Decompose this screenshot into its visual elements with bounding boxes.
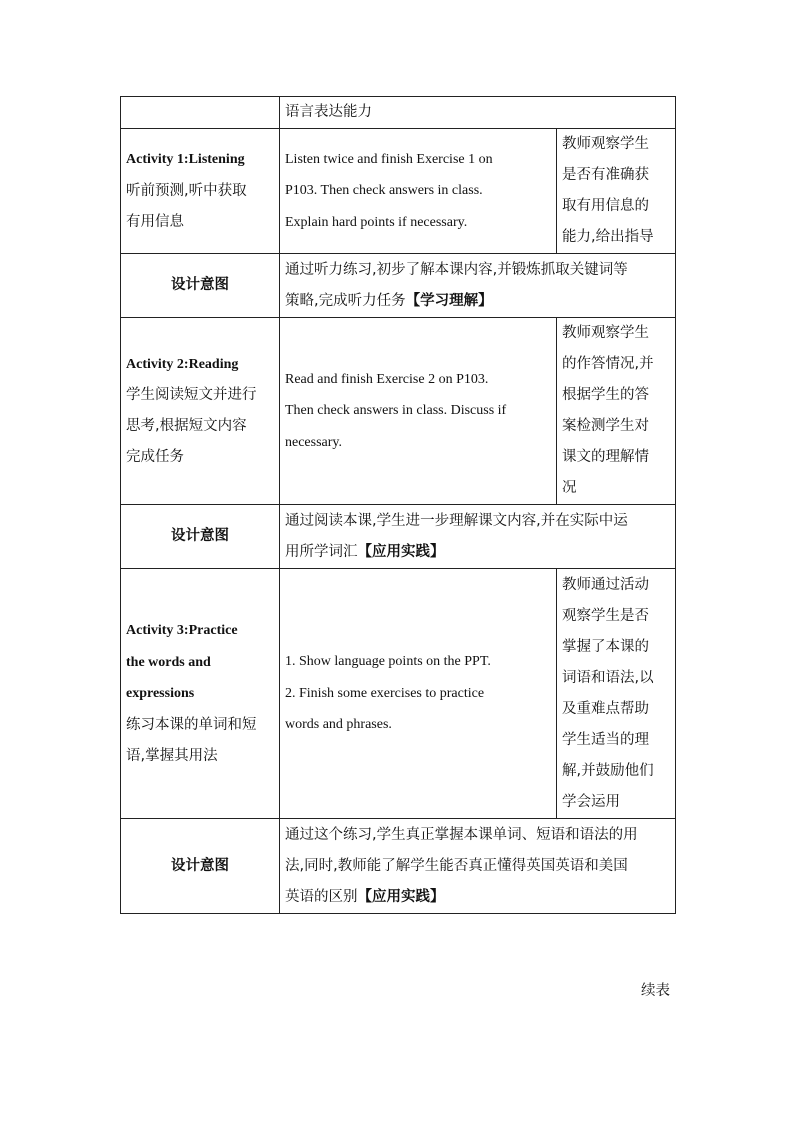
table-row xyxy=(121,254,676,318)
evaluation-line: 掌握了本课的 xyxy=(562,638,649,655)
evaluation-line: 学会运用 xyxy=(562,793,620,810)
lesson-plan-table xyxy=(120,96,676,914)
content-line: words and phrases. xyxy=(285,717,392,733)
evaluation-line: 教师通过活动 xyxy=(562,576,649,593)
evaluation-line: 教师观察学生 xyxy=(562,136,649,152)
table-row xyxy=(121,97,676,129)
table-row xyxy=(121,819,676,914)
activity-cell xyxy=(121,129,280,254)
activity-title: Activity 1:Listening xyxy=(126,152,245,168)
activity-desc-line: 语,掌握其用法 xyxy=(126,747,218,764)
evaluation-cell xyxy=(557,569,676,819)
intent-line xyxy=(285,537,670,568)
evaluation-line: 及重难点帮助 xyxy=(562,700,649,717)
evaluation-line: 是否有准确获 xyxy=(562,167,649,183)
activity-desc-line: 听前预测,听中获取 xyxy=(126,182,247,199)
content-line: 2. Finish some exercises to practice xyxy=(285,685,485,701)
activity-cell xyxy=(121,569,280,819)
design-intent-cell xyxy=(280,254,676,318)
content-cell xyxy=(280,569,557,819)
activity-cell xyxy=(121,318,280,505)
continued-label: 续表 xyxy=(641,983,670,999)
evaluation-line: 的作答情况,并 xyxy=(562,356,654,372)
table-row xyxy=(121,129,676,254)
activity-title: Activity 3:Practice xyxy=(126,623,238,639)
intent-tag: 【 学习理解 】 xyxy=(406,293,493,309)
table-row xyxy=(121,505,676,569)
intent-text: 用所学词汇 xyxy=(285,543,358,560)
evaluation-line: 学生适当的理 xyxy=(562,731,649,748)
content-line: 1. Show language points on the PPT. xyxy=(285,654,491,670)
evaluation-line: 解,并鼓励他们 xyxy=(562,762,654,779)
evaluation-line: 教师观察学生 xyxy=(562,325,649,341)
evaluation-line: 取有用信息的 xyxy=(562,198,649,214)
evaluation-cell xyxy=(557,129,676,254)
activity-desc-line: 有用信息 xyxy=(126,213,184,230)
intent-line: 通过听力练习,初步了解本课内容,并锻炼抓取关键词等 xyxy=(285,261,628,278)
content-cell xyxy=(280,318,557,505)
evaluation-cell xyxy=(557,318,676,505)
evaluation-line: 能力,给出指导 xyxy=(562,229,654,245)
content-line: Explain hard points if necessary. xyxy=(285,214,468,230)
design-intent-label: 设计意图 xyxy=(121,505,280,569)
content-line: Then check answers in class. Discuss if xyxy=(285,403,507,419)
intent-line xyxy=(285,286,670,317)
intent-line xyxy=(285,882,670,913)
design-intent-label: 设计意图 xyxy=(121,819,280,914)
ability-cell: 语言表达能力 xyxy=(280,97,676,129)
intent-line: 通过这个练习,学生真正掌握本课单词、短语和语法的用 xyxy=(285,826,638,843)
activity-title: the words and xyxy=(126,654,211,670)
activity-title: expressions xyxy=(126,686,195,702)
evaluation-line: 况 xyxy=(562,480,577,496)
intent-line: 法,同时,教师能了解学生能否真正懂得英国英语和美国 xyxy=(285,857,628,874)
evaluation-line: 根据学生的答 xyxy=(562,387,649,403)
activity-desc-line: 思考,根据短文内容 xyxy=(126,418,247,435)
activity-title: Activity 2:Reading xyxy=(126,356,239,372)
content-line: Read and finish Exercise 2 on P103. xyxy=(285,371,489,387)
content-cell xyxy=(280,129,557,254)
design-intent-cell xyxy=(280,819,676,914)
activity-cell xyxy=(121,97,280,129)
intent-line: 通过阅读本课,学生进一步理解课文内容,并在实际中运 xyxy=(285,512,628,529)
activity-desc-line: 完成任务 xyxy=(126,449,184,466)
activity-desc-line: 练习本课的单词和短 xyxy=(126,716,257,733)
intent-text: 英语的区别 xyxy=(285,888,358,905)
intent-tag: 【 应用实践 】 xyxy=(358,889,445,905)
evaluation-line: 词语和语法,以 xyxy=(562,669,654,686)
intent-tag: 【 应用实践 】 xyxy=(358,544,445,560)
activity-desc-line: 学生阅读短文并进行 xyxy=(126,387,257,404)
design-intent-label: 设计意图 xyxy=(121,254,280,318)
intent-text: 策略,完成听力任务 xyxy=(285,292,406,309)
evaluation-line: 课文的理解情 xyxy=(562,449,649,465)
design-intent-cell xyxy=(280,505,676,569)
content-line: necessary. xyxy=(285,434,343,450)
evaluation-line: 案检测学生对 xyxy=(562,418,649,434)
table-row xyxy=(121,569,676,819)
content-line: Listen twice and finish Exercise 1 on xyxy=(285,151,493,167)
evaluation-line: 观察学生是否 xyxy=(562,607,649,624)
table-row xyxy=(121,318,676,505)
content-line: P103. Then check answers in class. xyxy=(285,183,483,199)
